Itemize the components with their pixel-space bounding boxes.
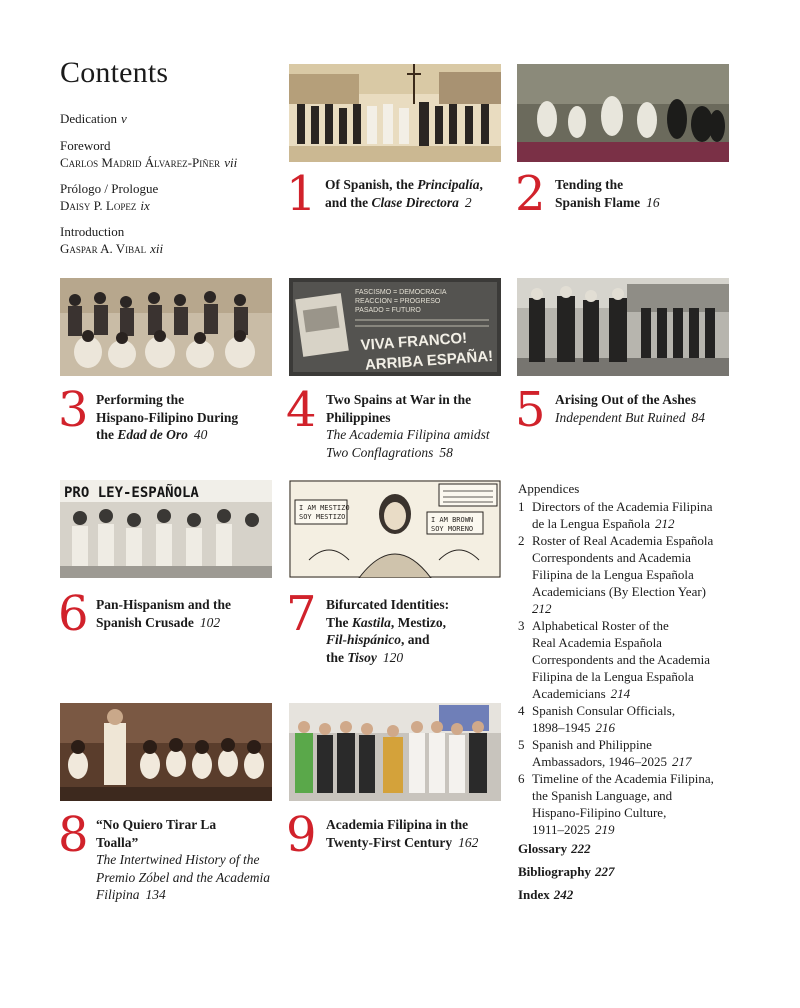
appendix-title: Filipina de la Lengua Española xyxy=(532,669,694,684)
caption-text: SOY MORENO xyxy=(431,525,474,533)
page-number: 58 xyxy=(439,444,453,460)
page-number: v xyxy=(121,111,127,126)
page-number: 120 xyxy=(382,649,404,665)
toc-index[interactable] xyxy=(518,886,748,903)
toc-chapter-8[interactable] xyxy=(96,816,286,904)
appendix-title: Hispano-Filipino Culture, xyxy=(532,805,667,820)
toc-chapter-6[interactable] xyxy=(96,596,286,631)
appendix-title: the Spanish Language, and xyxy=(532,788,673,803)
chapter-title: and the xyxy=(325,194,372,210)
toc-introduction[interactable] xyxy=(60,223,280,257)
appendix-item-5[interactable] xyxy=(518,736,748,770)
foreword-author: Carlos Madrid Álvarez-Piñer xyxy=(60,155,221,170)
chapter-title: Pan-Hispanism and the xyxy=(96,597,232,612)
chapter-title: , Mestizo, xyxy=(390,614,447,630)
appendix-title: Academicians xyxy=(532,686,606,701)
page-number: 214 xyxy=(610,686,631,701)
chapter-title: Two Spains at War in the xyxy=(326,392,472,407)
appendices-heading: Appendices xyxy=(518,481,580,496)
appendix-item-1[interactable] xyxy=(518,498,748,532)
chapter-subtitle: Premio Zóbel and the Academia xyxy=(96,869,270,885)
caption-text: I AM MESTIZO xyxy=(299,504,350,512)
glossary-label: Glossary xyxy=(518,841,568,856)
chapter-6-number: 6 xyxy=(58,586,89,642)
toc-chapter-2[interactable] xyxy=(555,176,745,211)
poster-text: FASCISMO = DEMOCRACIA xyxy=(355,289,447,296)
chapter-subtitle: Filipina xyxy=(96,887,140,902)
poster-text: VIVA FRANCO! xyxy=(360,329,468,355)
toc-chapter-7[interactable] xyxy=(326,596,516,666)
chapter-4-number: 4 xyxy=(286,382,317,438)
chapter-3-image xyxy=(60,278,272,376)
appendix-title: 1898–1945 xyxy=(532,720,591,735)
chapter-2-number: 2 xyxy=(515,166,546,222)
appendix-number: 5 xyxy=(518,737,525,752)
chapter-title: “No Quiero Tirar La xyxy=(96,817,217,832)
toc-chapter-9[interactable] xyxy=(326,816,516,851)
chapter-subtitle: Two Conflagrations xyxy=(326,444,434,460)
chapter-title: Tending the xyxy=(555,177,624,192)
appendix-number: 3 xyxy=(518,618,525,633)
toc-dedication[interactable] xyxy=(60,110,280,127)
chapter-title: Toalla” xyxy=(96,834,139,850)
chapter-title: Tisoy xyxy=(347,649,377,665)
toc-foreword[interactable] xyxy=(60,137,280,171)
caption-text: I AM BROWN xyxy=(431,516,474,524)
chapter-2-image xyxy=(517,64,729,162)
bibliography-label: Bibliography xyxy=(518,864,591,879)
appendix-title: Timeline of the Academia Filipina, xyxy=(532,771,714,786)
appendix-number: 6 xyxy=(518,771,525,786)
page-number: 102 xyxy=(199,614,221,630)
toc-chapter-4[interactable] xyxy=(326,391,516,461)
chapter-title: Spanish Flame xyxy=(555,194,641,210)
page-number: 222 xyxy=(571,841,591,856)
appendix-number: 2 xyxy=(518,533,525,548)
page-number: 40 xyxy=(193,427,208,442)
chapter-9-number: 9 xyxy=(286,807,317,863)
chapter-subtitle: Independent But Ruined xyxy=(555,409,686,425)
appendix-title: 1911–2025 xyxy=(532,822,591,837)
appendix-title: Directors of the Academia Filipina xyxy=(532,499,713,514)
page-number: xii xyxy=(150,241,164,256)
chapter-5-number: 5 xyxy=(515,382,546,438)
appendix-title: Correspondents and the Academia xyxy=(532,652,710,667)
chapter-title: Principalía xyxy=(417,177,480,192)
chapter-6-image xyxy=(60,480,272,578)
page-number: 84 xyxy=(691,409,705,425)
poster-text: REACCION = PROGRESO xyxy=(355,298,441,305)
chapter-title: Fil-hispánico xyxy=(326,632,402,647)
chapter-3-number: 3 xyxy=(58,382,89,438)
toc-chapter-5[interactable] xyxy=(555,391,745,426)
page-number: 227 xyxy=(594,864,615,879)
chapter-title: the xyxy=(96,427,118,442)
toc-bibliography[interactable] xyxy=(518,863,748,880)
chapter-title: Academia Filipina in the xyxy=(326,817,469,832)
chapter-4-image xyxy=(289,278,501,376)
chapter-title: the xyxy=(326,649,348,665)
chapter-1-image xyxy=(289,64,501,162)
chapter-subtitle: The Academia Filipina amidst xyxy=(326,427,490,442)
chapter-title: Twenty-First Century xyxy=(326,834,453,850)
page-number: 216 xyxy=(595,720,615,735)
page-title: Contents xyxy=(60,56,169,89)
toc-glossary[interactable] xyxy=(518,840,748,857)
chapter-1-number: 1 xyxy=(286,166,317,222)
introduction-label: Introduction xyxy=(60,224,125,239)
chapter-title: Kastila xyxy=(351,614,391,630)
chapter-title: , and xyxy=(401,632,430,647)
chapter-7-image xyxy=(289,480,501,578)
page-number: 242 xyxy=(553,887,574,902)
chapter-title: Spanish Crusade xyxy=(96,614,194,630)
page-number: 212 xyxy=(532,601,552,616)
appendix-title: Filipina de la Lengua Española xyxy=(532,567,694,582)
chapter-title: Hispano-Filipino During xyxy=(96,409,239,425)
chapter-8-image xyxy=(60,703,272,801)
chapter-title: Edad de Oro xyxy=(117,427,188,442)
page-number: 219 xyxy=(595,822,615,837)
page-number: 2 xyxy=(464,194,472,210)
chapter-subtitle: The Intertwined History of the xyxy=(96,852,260,867)
appendix-title: Real Academia Española xyxy=(532,635,662,650)
chapter-8-number: 8 xyxy=(58,807,89,863)
toc-chapter-3[interactable] xyxy=(96,391,286,444)
appendix-title: de la Lengua Española xyxy=(532,516,651,531)
chapter-title: Performing the xyxy=(96,392,185,407)
prologo-author: Daisy P. Lopez xyxy=(60,198,137,213)
appendix-title: Alphabetical Roster of the xyxy=(532,618,669,633)
appendix-title: Ambassadors, 1946–2025 xyxy=(532,754,668,769)
page-number: vii xyxy=(224,155,238,170)
toc-prologo[interactable] xyxy=(60,180,280,214)
chapter-7-number: 7 xyxy=(286,586,317,642)
appendix-title: Correspondents and Academia xyxy=(532,550,691,565)
introduction-author: Gaspar A. Vibal xyxy=(60,241,147,256)
prologo-label: Prólogo / Prologue xyxy=(60,181,159,196)
page-number: 212 xyxy=(655,516,675,531)
page-number: ix xyxy=(140,198,150,213)
appendices xyxy=(518,480,748,838)
appendix-number: 4 xyxy=(518,703,525,718)
chapter-title: Philippines xyxy=(326,409,391,425)
page-number: 217 xyxy=(672,754,692,769)
page-number: 16 xyxy=(646,194,660,210)
index-label: Index xyxy=(518,887,550,902)
appendix-number: 1 xyxy=(518,499,525,514)
headline-text: PRO LEY-ESPAÑOLA xyxy=(64,485,199,501)
chapter-5-image xyxy=(517,278,729,376)
chapter-9-image xyxy=(289,703,501,801)
appendix-title: Spanish Consular Officials, xyxy=(532,703,676,718)
dedication-label: Dedication xyxy=(60,111,118,126)
chapter-title: , xyxy=(479,177,483,192)
appendix-title: Academicians (By Election Year) xyxy=(532,584,707,599)
chapter-title: Bifurcated Identities: xyxy=(326,597,450,612)
caption-text: SOY MESTIZO xyxy=(299,513,346,521)
chapter-title: Clase Directora xyxy=(371,194,459,210)
toc-chapter-1[interactable] xyxy=(325,176,515,211)
appendix-item-6[interactable] xyxy=(518,770,748,838)
chapter-title: The xyxy=(326,614,352,630)
appendix-item-3[interactable] xyxy=(518,617,748,702)
appendix-title: Roster of Real Academia Española xyxy=(532,533,714,548)
foreword-label: Foreword xyxy=(60,138,111,153)
page-number: 134 xyxy=(145,887,166,902)
poster-text: PASADO = FUTURO xyxy=(355,307,421,314)
page-number: 162 xyxy=(458,834,479,850)
poster-text: ARRIBA ESPAÑA! xyxy=(364,347,494,374)
appendix-item-4[interactable] xyxy=(518,702,748,736)
appendix-title: Spanish and Philippine xyxy=(532,737,652,752)
chapter-title: Arising Out of the Ashes xyxy=(555,392,697,407)
appendix-item-2[interactable] xyxy=(518,532,748,617)
chapter-title: Of Spanish, the xyxy=(325,177,418,192)
